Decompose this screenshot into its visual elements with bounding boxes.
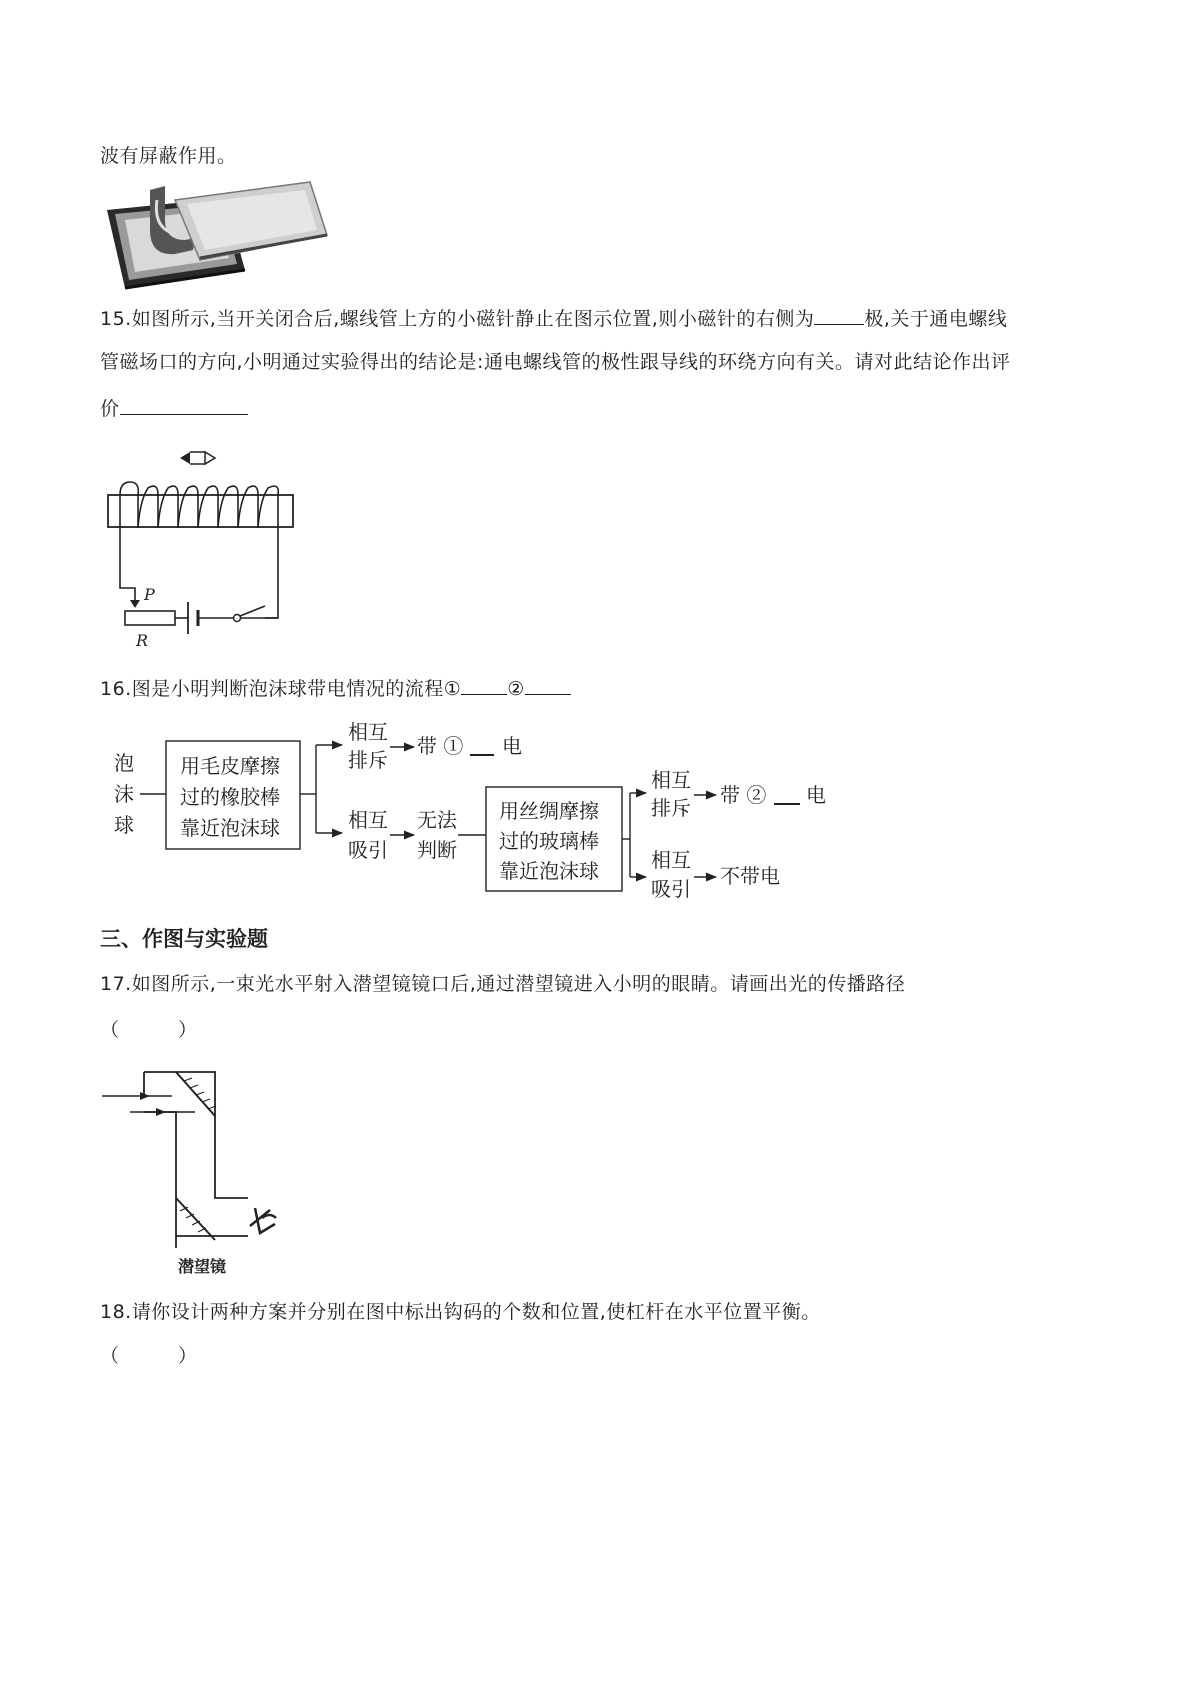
section-3-title: 三、作图与实验题 [100,927,268,951]
q18-answer-paren[interactable]: （ ） [100,1345,198,1367]
q15-line1-after: 极,关于通电螺线 [864,308,1008,330]
eye-icon [250,1208,276,1233]
q15-line3-text: 价 [100,398,120,420]
metal-box-figure [105,180,330,295]
flow-start-3: 球 [114,813,134,837]
flow-repel1-line2: 排斥 [348,748,388,772]
q15-line2: 管磁场口的方向,小明通过实验得出的结论是:通电螺线管的极性跟导线的环绕方向有关。请对此结论作出评 [100,351,1011,373]
flow-charge2-suffix: 电 [806,783,826,807]
flow-undetermined-line1: 无法 [417,808,457,832]
flow-repel2-line1: 相互 [651,768,691,792]
flow-box2-line1: 用丝绸摩擦 [499,799,599,823]
q18-stem: 18.请你设计两种方案并分别在图中标出钩码的个数和位置,使杠杆在水平位置平衡。 [100,1301,821,1323]
flow-neutral: 不带电 [720,864,780,888]
flow-start-2: 沫 [114,782,134,806]
rheostat [125,611,175,625]
flow-repel2-line2: 排斥 [651,796,691,820]
q17-answer-paren[interactable]: （ ） [100,1019,198,1041]
q15-line1-text: 15.如图所示,当开关闭合后,螺线管上方的小磁针静止在图示位置,则小磁针的右侧为 [100,308,815,330]
flow-attract1-line2: 吸引 [348,838,388,862]
q15-blank-evaluation[interactable] [120,396,248,415]
label-r: R [136,631,149,650]
switch-pivot [234,615,241,622]
flow-attract1-line1: 相互 [348,808,388,832]
flow-charge1-suffix: 电 [502,734,522,758]
flow-box1-line3: 靠近泡沫球 [180,816,280,840]
periscope-inner-wall [144,1112,248,1236]
bottom-mirror [176,1198,215,1240]
flow-box2-line3: 靠近泡沫球 [499,859,599,883]
flow-charge2-prefix: 带 ② [720,783,767,807]
flow-box1-line1: 用毛皮摩擦 [180,754,280,778]
flow-attract2-line1: 相互 [651,848,691,872]
label-p: P [144,585,155,604]
q16-stem [100,676,571,701]
q16-blank-1[interactable] [461,676,507,695]
flow-box1-line2: 过的橡胶棒 [180,785,280,809]
periscope-caption: 潜望镜 [178,1257,227,1276]
q15-line3 [100,396,248,421]
flow-attract2-line2: 吸引 [651,877,691,901]
right-wire [240,535,278,618]
left-wire [120,535,135,605]
top-mirror [176,1072,215,1116]
charge-flowchart [100,715,860,905]
flow-repel1-line1: 相互 [348,720,388,744]
flow-box2-line2: 过的玻璃棒 [499,829,599,853]
q15-line1 [100,306,1007,331]
q14-tail-text: 波有屏蔽作用。 [100,145,237,167]
periscope-figure [100,1068,290,1278]
compass-needle [180,452,215,464]
flow-undetermined-line2: 判断 [417,838,457,862]
solenoid-circuit-figure [100,440,310,655]
flow-charge1-prefix: 带 ① [417,734,464,758]
flow-start-1: 泡 [114,751,134,775]
q17-stem: 17.如图所示,一束光水平射入潜望镜镜口后,通过潜望镜进入小明的眼睛。请画出光的传播路径 [100,973,906,995]
q16-blank-2[interactable] [525,676,571,695]
periscope-outer-wall [144,1072,248,1198]
q16-stem-text: 16.图是小明判断泡沫球带电情况的流程① [100,678,462,700]
q16-stem-mid: ② [507,678,525,700]
q15-blank-pole[interactable] [814,306,864,325]
switch-blade [240,606,265,616]
